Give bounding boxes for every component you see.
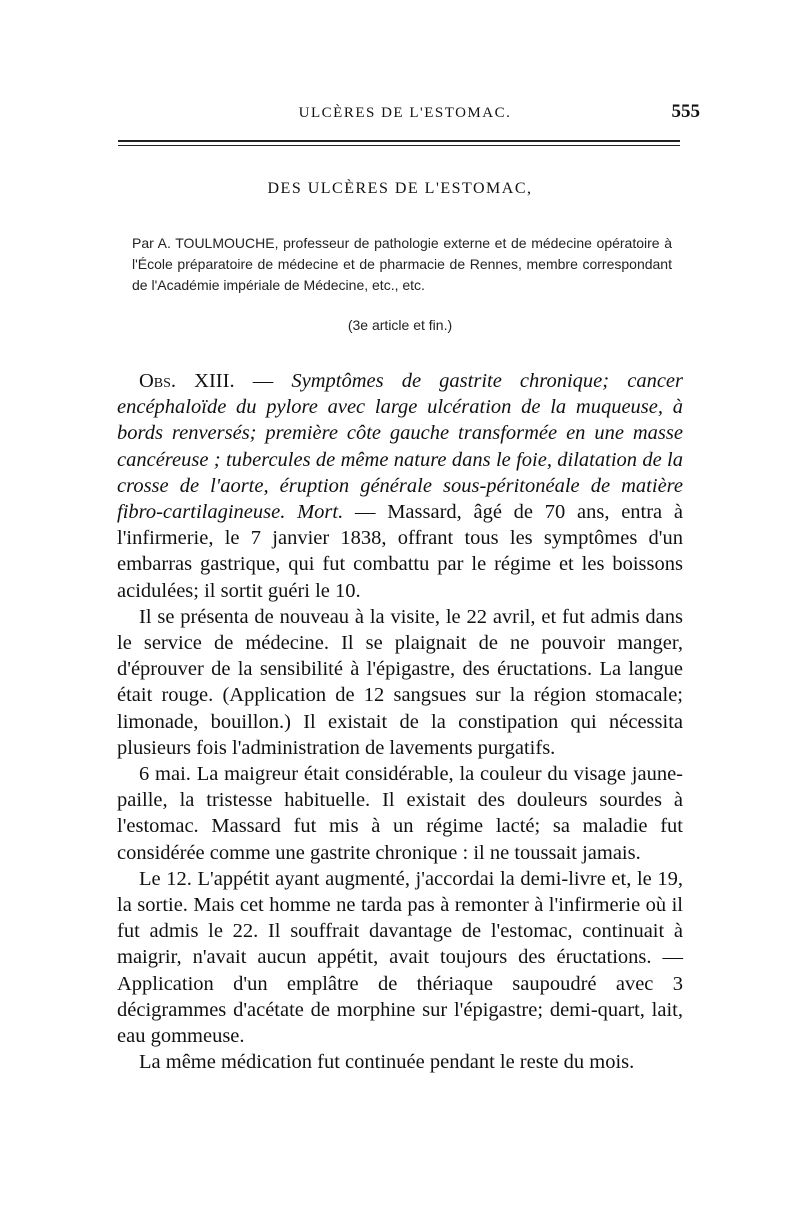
observation-paragraph [117, 368, 683, 604]
running-head [110, 101, 700, 129]
paragraph: La même médication fut continuée pendant le reste du mois. [139, 1051, 635, 1074]
article-title: DES ULCÈRES DE L'ESTOMAC, [267, 180, 533, 197]
article-note: (3e article et fin.) [347, 317, 453, 333]
paragraph: Il se présenta de nouveau à la visite, le 22 avril, et fut admis dans le service de médecine. Il se plaignait de ne pouvoir manger, d'éprouver de la sensibilité à l'épigastre, des éructations. La langue était rouge. (Application de 12 sangsues sur la région stomacale; limonade, bouillon.) Il existait de la constipation qui nécessita plusieurs fois l'administration de lavements purgatifs. [117, 605, 683, 759]
author-byline: Par A. TOULMOUCHE, professeur de pathologie externe et de médecine opératoire à l'École préparatoire de médecine et de pharmacie de Rennes, membre correspondant de l'Académie impériale de Médecine, etc., etc. [132, 235, 672, 293]
paragraph: 6 mai. La maigreur était considérable, la couleur du visage jaune-paille, la tristesse habituelle. Il existait des douleurs sourdes à l'estomac. Massard fut mis à un régime lacté; sa maladie fut considérée comme une gastrite chronique : il ne toussait jamais. [117, 763, 683, 864]
observation-text: — Massard, âgé de 70 ans, entra à l'infirmerie, le 7 janvier 1838, offrant tous les symptômes d'un embarras gastrique, qui fut combattu par le régime et les boissons acidulées; il sortit guéri le 10. [117, 501, 683, 602]
running-title: ULCÈRES DE L'ESTOMAC. [298, 105, 512, 121]
header-rule-thick [118, 140, 680, 142]
page-number: 555 [671, 101, 700, 122]
body-text [117, 368, 683, 1075]
header-rule-thin [118, 145, 680, 146]
paragraph: Le 12. L'appétit ayant augmenté, j'accordai la demi-livre et, le 19, la sortie. Mais cet homme ne tarda pas à remonter à l'infirmerie où il fut admis le 22. Il souffrait davantage de l'estomac, continuait à maigrir, n'avait aucun appétit, avait toujours des éructations. — Application d'un emplâtre de thériaque saupoudré avec 3 décigrammes d'acétate de morphine sur l'épigastre; demi-quart, lait, eau gommeuse. [117, 867, 683, 1048]
observation-label: Obs. XIII. — [139, 370, 274, 392]
observation-title: Symptômes de gastrite chronique; cancer encéphaloïde du pylore avec large ulcération de la muqueuse, à bords renversés; première côte gauche transformée en une masse cancéreuse ; tubercules de même nature dans le foie, dilatation de la crosse de l'aorte, éruption générale sous-péritonéale de matière fibro-cartilagineuse. Mort. [117, 370, 684, 524]
